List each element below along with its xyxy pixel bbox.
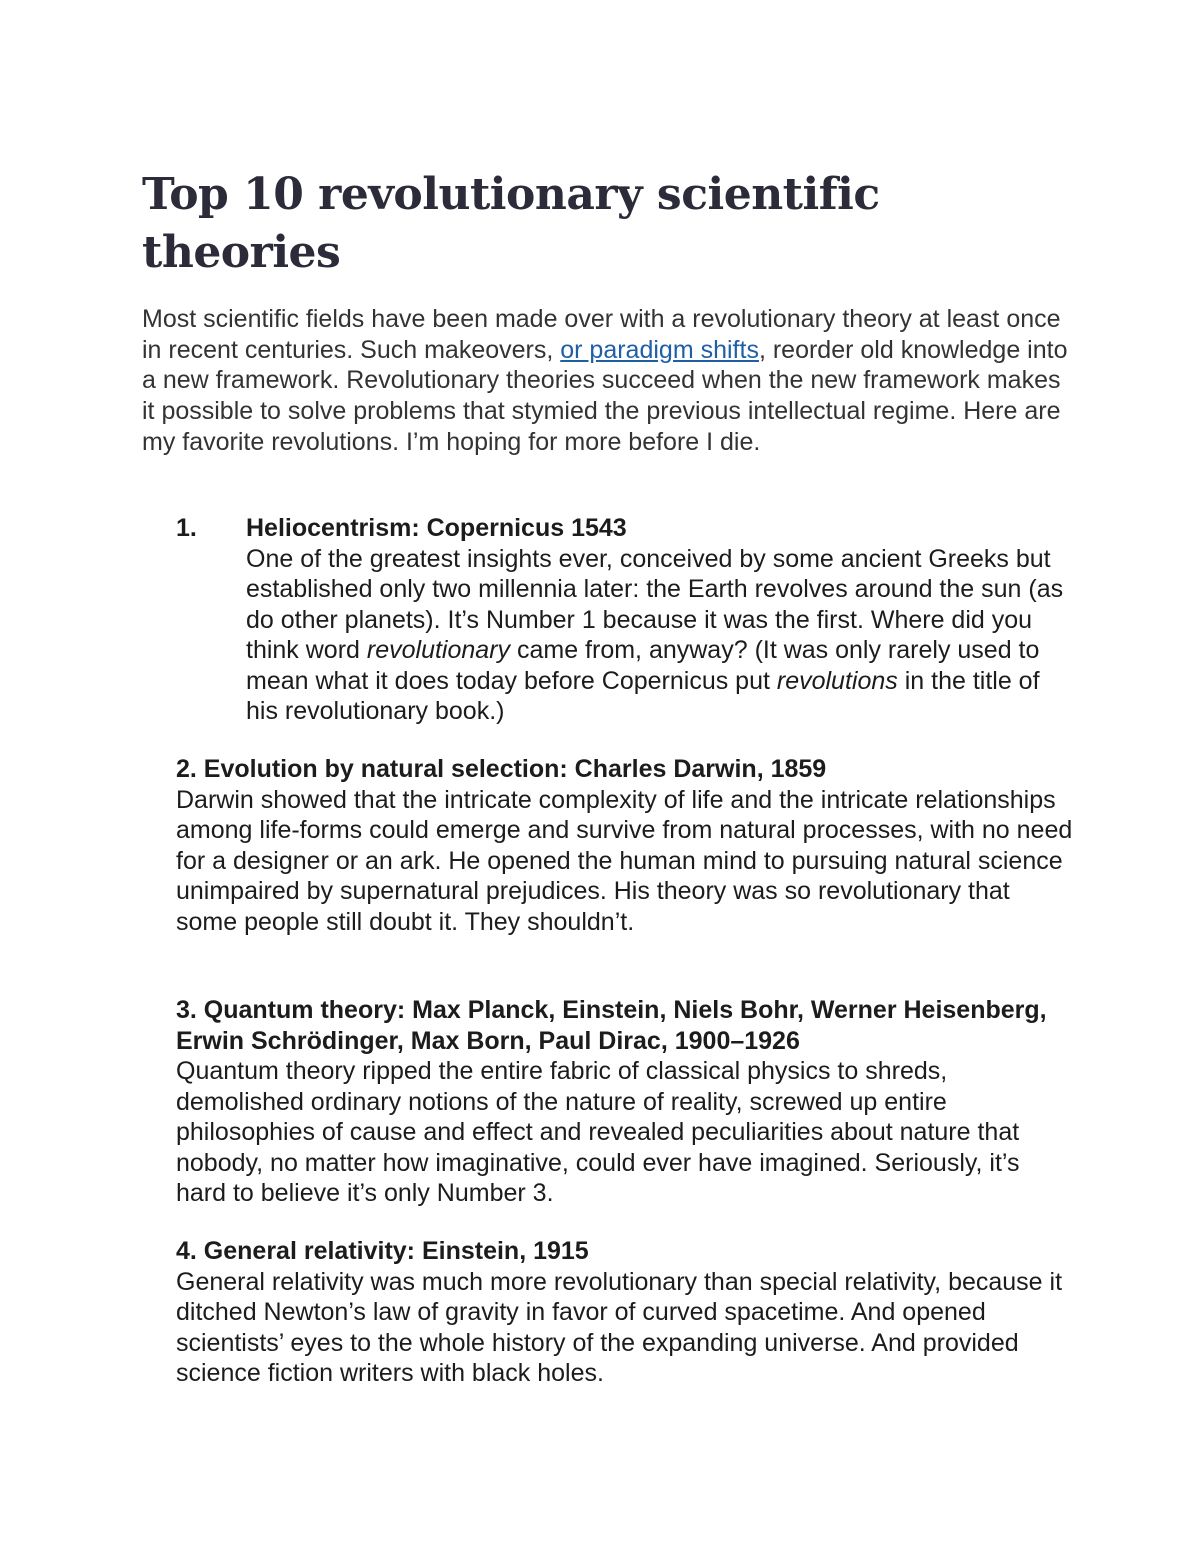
item-body-text: came from, anyway? (It was only rarely used to mean what it does today before Copernicus put [246, 636, 1040, 695]
item-heading: 2. Evolution by natural selection: Charles Darwin, 1859 [176, 755, 827, 783]
item-body-text: One of the greatest insights ever, conceived by some ancient Greeks but established only two millennia later: the Earth revolves around the sun (as do other planets). It’s Number 1 because it was the first. Where did you think word [246, 544, 1064, 664]
item-heading: Heliocentrism: Copernicus 1543 [246, 514, 627, 542]
page-title: Top 10 revolutionary scientific theories [142, 169, 880, 278]
item-body-text: in the title of his revolutionary book.) [246, 666, 1040, 725]
item-heading: 3. Quantum theory: Max Planck, Einstein, Niels Bohr, Werner Heisenberg, Erwin Schrödinger, Max Born, Paul Dirac, 1900–1926 [176, 996, 1047, 1055]
item-heading: 4. General relativity: Einstein, 1915 [176, 1237, 589, 1265]
intro-text-start: Most scientific fields have been made over with a revolutionary theory at least once in recent centuries. Such makeovers, [142, 305, 1061, 364]
list-item-quantum-theory [176, 995, 1076, 1209]
intro-paragraph [142, 304, 1072, 458]
intro-text-end: , reorder old knowledge into a new framework. Revolutionary theories succeed when the new framework makes it possible to solve problems that stymied the previous intellectual regime. Here are my favorite revolutions. I’m hoping for more before I die. [142, 335, 1068, 456]
list-item-evolution [176, 754, 1076, 937]
item-body-italic: revolutions [776, 666, 898, 695]
item-body: General relativity was much more revolutionary than special relativity, because it ditched Newton’s law of gravity in favor of curved spacetime. And opened scientists’ eyes to the whole history of the expanding universe. And provided science fiction writers with black holes. [176, 1267, 1063, 1387]
list-item-number: 1. [176, 514, 197, 542]
item-body [246, 544, 1076, 727]
item-body: Quantum theory ripped the entire fabric of classical physics to shreds, demolished ordinary notions of the nature of reality, screwed up entire philosophies of cause and effect and revealed peculiarities about nature that nobody, no matter how imaginative, could ever have imagined. Seriously, it’s hard to believe it’s only Number 3. [176, 1057, 1020, 1207]
item-body: Darwin showed that the intricate complexity of life and the intricate relationships among life-forms could emerge and survive from natural processes, with no need for a designer or an ark. He opened the human mind to pursuing natural science unimpaired by supernatural prejudices. His theory was so revolutionary that some people still doubt it. They shouldn’t. [176, 785, 1073, 936]
paradigm-shifts-link[interactable]: or paradigm shifts [560, 335, 759, 364]
list-item-general-relativity [176, 1236, 1076, 1389]
list-item-heliocentrism [246, 513, 1076, 727]
item-body-italic: revolutionary [366, 636, 511, 664]
